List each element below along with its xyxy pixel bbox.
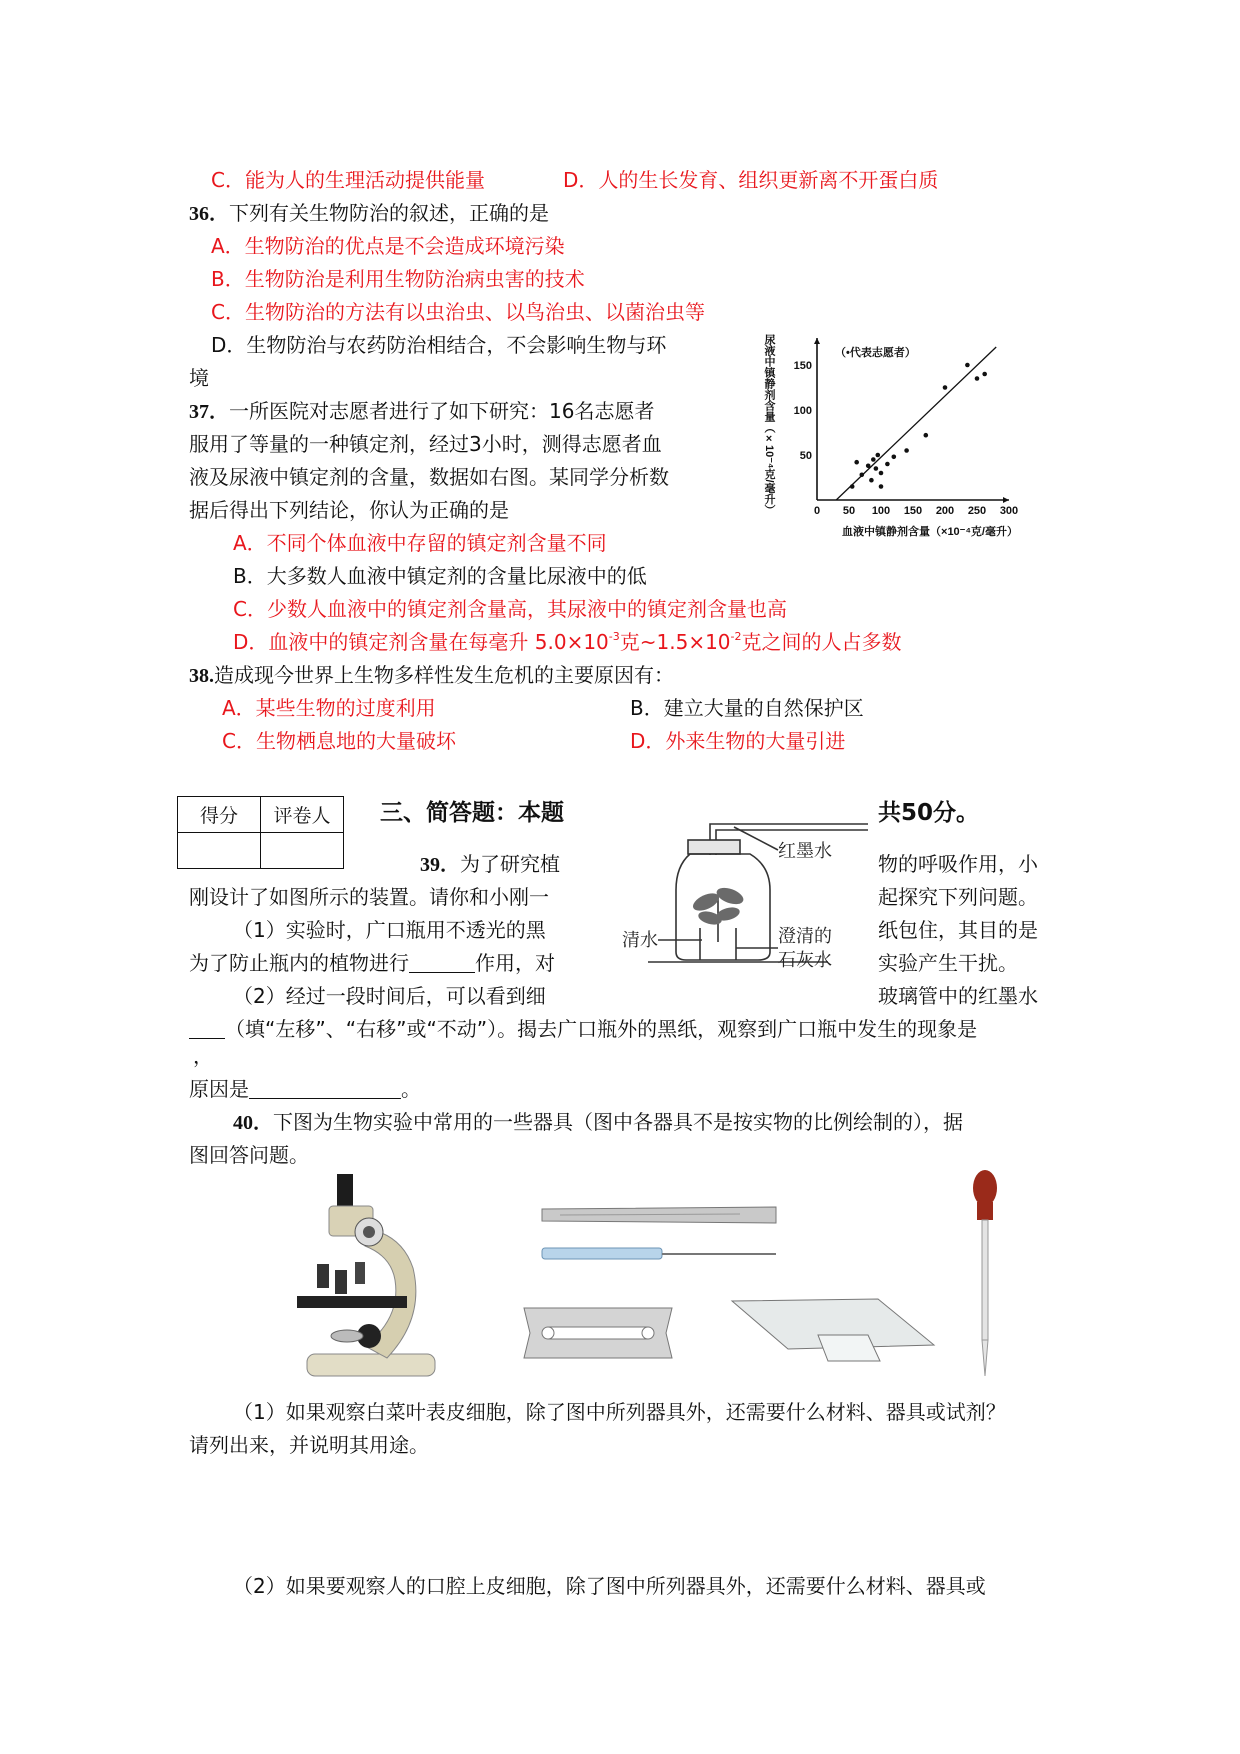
q37-option-a: A．不同个体血液中存留的镇定剂含量不同 (233, 531, 607, 555)
razor-blade-icon (518, 1300, 678, 1366)
x-tick-label: 300 (999, 505, 1019, 517)
q38-stem: 38.造成现今世界上生物多样性发生危机的主要原因有： (189, 663, 674, 687)
microscope-icon (295, 1168, 445, 1380)
q39-apparatus-figure (622, 810, 868, 975)
q37-option-b: B．大多数人血液中镇定剂的含量比尿液中的低 (233, 564, 647, 588)
x-axis-label: 血液中镇静剂含量（×10⁻⁴克/毫升） (842, 526, 1018, 538)
q40-part2-line1: （2）如果要观察人的口腔上皮细胞，除了图中所列器具外，还需要什么材料、器具或 (233, 1574, 986, 1598)
x-tick-label: 0 (813, 505, 821, 517)
q36-option-b: B．生物防治是利用生物防治病虫害的技术 (211, 267, 585, 291)
trend-line (836, 347, 996, 500)
x-tick-label: 150 (903, 505, 923, 517)
q36-option-c: C．生物防治的方法有以虫治虫、以鸟治虫、以菌治虫等 (211, 300, 705, 324)
q36-number: 36． (189, 203, 229, 225)
q35-option-c: C．能为人的生理活动提供能量 (211, 168, 485, 192)
q39-line5-left: （2）经过一段时间后，可以看到细 (233, 984, 546, 1008)
q37-stem-line2: 服用了等量的一种镇定剂，经过3小时，测得志愿者血 (189, 432, 662, 456)
data-point (866, 464, 871, 469)
q39-line4-left: 为了防止瓶内的植物进行 作用，对 (189, 951, 555, 975)
q36-stem-text: 下列有关生物防治的叙述，正确的是 (229, 201, 549, 225)
section3-title-end: 共50分。 (878, 800, 980, 826)
data-point (871, 457, 876, 462)
q38-option-b: B．建立大量的自然保护区 (630, 696, 864, 720)
data-point (850, 484, 855, 489)
data-point (982, 372, 987, 377)
score-cell[interactable] (178, 833, 261, 869)
wide-mouth-bottle (676, 854, 770, 960)
q36-option-d-line1: D．生物防治与农药防治相结合，不会影响生物与环 (211, 333, 667, 357)
data-point (975, 376, 980, 381)
q36-option-d-line2: 境 (189, 366, 209, 390)
q37-scatter-chart (755, 330, 1055, 545)
q39-line3-right: 纸包住，其目的是 (878, 918, 1038, 942)
label-water: 清水 (622, 930, 658, 951)
grader-cell[interactable] (261, 833, 344, 869)
data-point (876, 453, 881, 458)
data-point (874, 466, 879, 471)
q39-number: 39． (420, 854, 460, 876)
grader-header: 评卷人 (261, 797, 344, 833)
q39-line7: ， (193, 1044, 213, 1068)
q39-line4-right: 实验产生干扰。 (878, 951, 1018, 975)
x-tick-label: 100 (871, 505, 891, 517)
q37-stem-line3: 液及尿液中镇定剂的含量，数据如右图。某同学分析数 (189, 465, 669, 489)
q37-option-d: D．血液中的镇定剂含量在每毫升 $5.0\times 10^{-3}$克$\sim 1.5\times 10^{-2}$克之间的人占多数 (233, 630, 902, 654)
q37-stem-line1: 37．一所医院对志愿者进行了如下研究：16名志愿者 (189, 399, 655, 423)
q38-option-a: A．某些生物的过度利用 (222, 696, 436, 720)
q36-stem (189, 197, 549, 230)
y-tick-label: 50 (799, 450, 812, 462)
y-tick-label: 100 (793, 405, 812, 417)
y-tick-label: 150 (793, 360, 812, 372)
q39-line6: （填“左移”、“右移”或“不动”）。揭去广口瓶外的黑纸，观察到广口瓶中发生的现象是 (189, 1013, 977, 1045)
q37-stem-line4: 据后得出下列结论，你认为正确的是 (189, 498, 509, 522)
q39-line1-right: 物的呼吸作用，小 (878, 852, 1038, 876)
q38-option-c: C．生物栖息地的大量破坏 (222, 729, 456, 753)
q39-line3-left: （1）实验时，广口瓶用不透光的黑 (233, 918, 546, 942)
q35-option-d: D．人的生长发育、组织更新离不开蛋白质 (563, 168, 939, 192)
x-tick-label: 250 (967, 505, 987, 517)
x-tick-label: 200 (935, 505, 955, 517)
q39-line8: 原因是 。 (189, 1077, 421, 1101)
data-point (943, 385, 948, 390)
label-limewater-1: 澄清的 (778, 926, 832, 947)
q39-blank-1[interactable] (409, 952, 475, 973)
label-red-ink: 红墨水 (778, 841, 832, 862)
q40-part1-line1: （1）如果观察白菜叶表皮细胞，除了图中所列器具外，还需要什么材料、器具或试剂？ (233, 1400, 1006, 1424)
dissecting-needle-icon (540, 1245, 780, 1263)
glass-slide-icon (728, 1295, 938, 1380)
q36-option-a: A．生物防治的优点是不会造成环境污染 (211, 234, 565, 258)
q40-number: 40． (233, 1112, 273, 1134)
y-axis-label: 尿液中镇静剂含量（×10⁻⁴克/毫升） (763, 334, 775, 516)
q37-number: 37． (189, 401, 229, 423)
data-point (892, 455, 897, 460)
x-tick-label: 50 (842, 505, 856, 517)
data-point (860, 473, 865, 478)
q39-blank-2[interactable] (189, 1018, 225, 1039)
dropper-icon (965, 1168, 1005, 1380)
chart-legend: （•代表志愿者） (835, 347, 916, 359)
data-point (879, 471, 884, 476)
data-point (924, 433, 929, 438)
data-point (869, 478, 874, 483)
data-point (854, 460, 859, 465)
q40-stem-line1: 40．下图为生物实验中常用的一些器具（图中各器具不是按实物的比例绘制的），据 (233, 1110, 963, 1134)
q39-line5-right: 玻璃管中的红墨水 (878, 984, 1038, 1008)
bottle-stopper (688, 840, 740, 854)
tweezers-icon (540, 1205, 780, 1227)
data-point (965, 363, 970, 368)
q39-line2-left: 刚设计了如图所示的装置。请你和小刚一 (189, 885, 549, 909)
q39-blank-3[interactable] (249, 1078, 401, 1099)
q39-line2-right: 起探究下列问题。 (878, 885, 1038, 909)
label-limewater-2: 石灰水 (778, 950, 832, 971)
score-header: 得分 (178, 797, 261, 833)
section3-title: 三、简答题：本题 (380, 800, 564, 826)
q37-option-c: C．少数人血液中的镇定剂含量高，其尿液中的镇定剂含量也高 (233, 597, 787, 621)
q40-stem-line2: 图回答问题。 (189, 1143, 309, 1167)
data-point (879, 484, 884, 489)
q39-line1-left: 39．为了研究植 (420, 852, 560, 876)
data-point (885, 462, 890, 467)
q38-option-d: D．外来生物的大量引进 (630, 729, 846, 753)
data-point (904, 448, 909, 453)
q38-number: 38. (189, 665, 214, 687)
grade-table (177, 796, 344, 869)
q40-part1-line2: 请列出来，并说明其用途。 (189, 1433, 429, 1457)
